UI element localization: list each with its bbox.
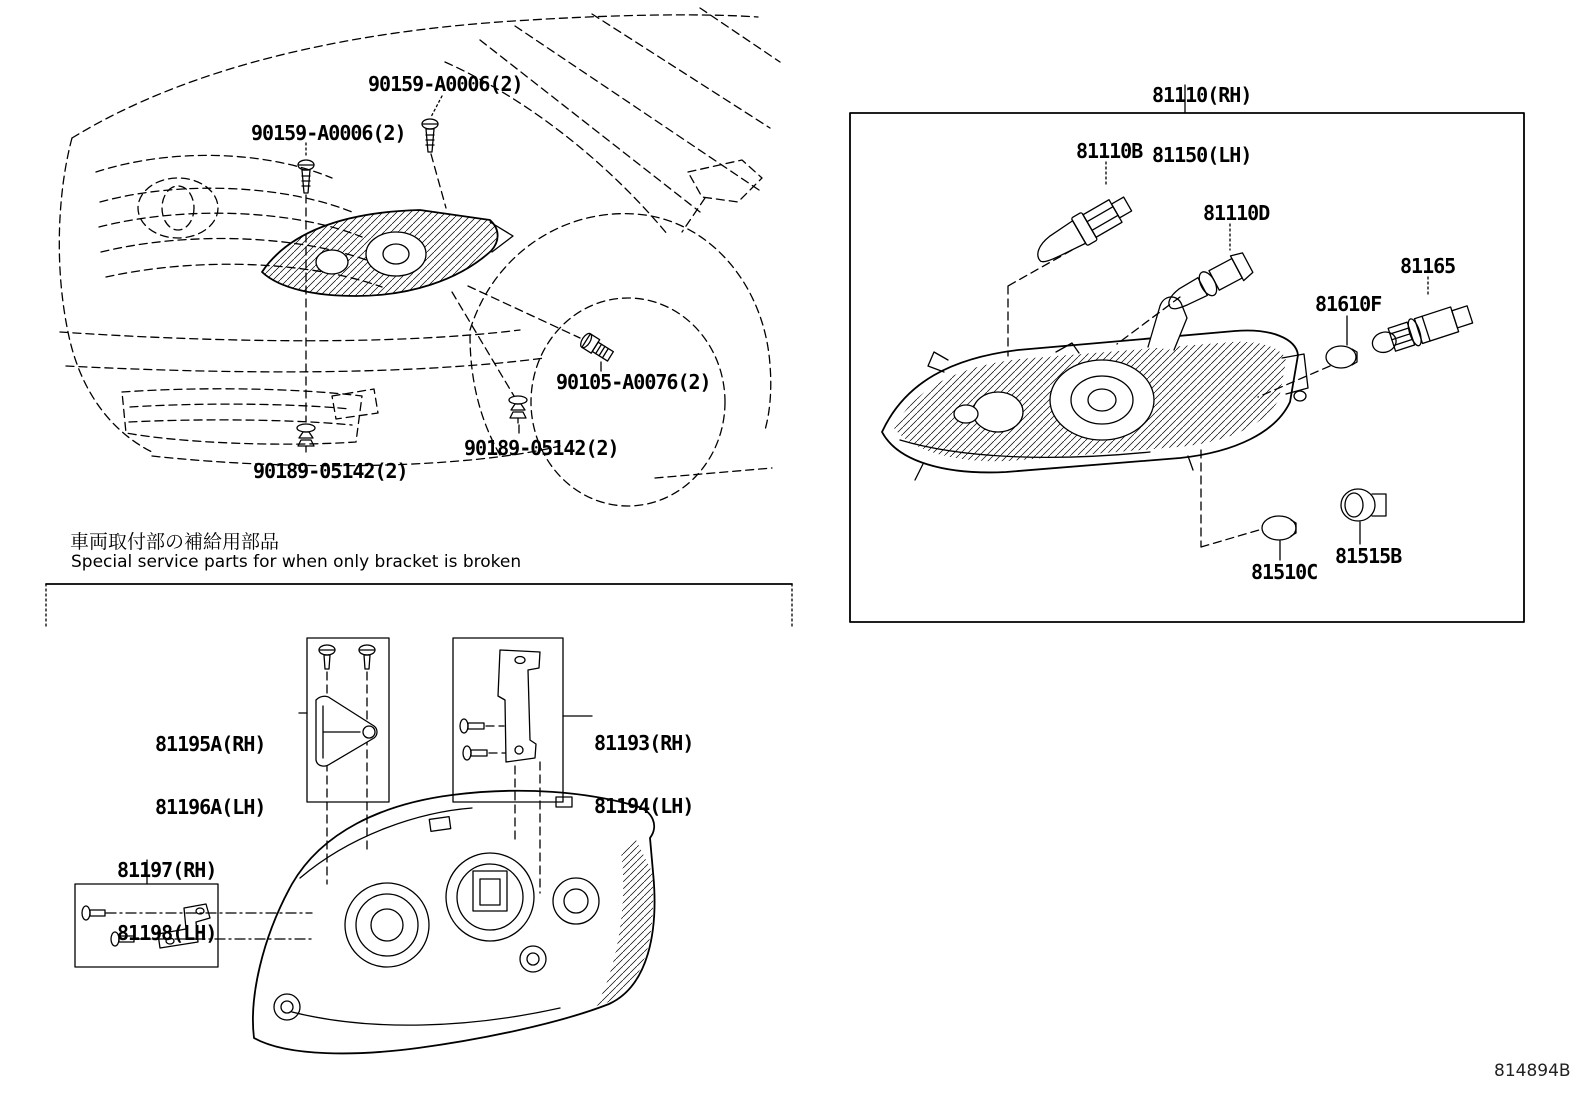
- turn-signal-bulb-icon: [1326, 346, 1357, 368]
- part-label-81165: 81165: [1400, 254, 1456, 278]
- part-label-90159-lower: 90159-A0006(2): [251, 121, 406, 145]
- part-label-81195A: 81195A(RH): [155, 732, 266, 756]
- assembly-title-rh: 81110(RH): [1152, 83, 1252, 107]
- part-label-81198: 81198(LH): [117, 921, 217, 945]
- service-section-bracket: [46, 584, 792, 626]
- part-label-81193-81194: [594, 691, 693, 859]
- part-label-81197-81198: [117, 818, 216, 986]
- part-label-81610F: 81610F: [1315, 292, 1382, 316]
- part-label-90189-left: 90189-05142(2): [253, 459, 408, 483]
- part-label-81110B: 81110B: [1076, 139, 1143, 163]
- part-label-81110D: 81110D: [1203, 201, 1270, 225]
- assembly-title-lh: 81150(LH): [1152, 143, 1252, 167]
- assembly-headlamp: [882, 297, 1308, 480]
- bracket-side-box: [307, 638, 389, 884]
- bolt-icon: [578, 332, 614, 363]
- part-label-81197: 81197(RH): [117, 858, 217, 882]
- service-heading-english: Special service parts for when only bracket is broken: [71, 552, 522, 572]
- part-label-81515B: 81515B: [1335, 544, 1402, 568]
- assembly-title: [1152, 44, 1251, 206]
- screw-icon: [422, 119, 438, 152]
- part-label-90189-right: 90189-05142(2): [464, 436, 619, 460]
- clip-icon: [509, 396, 527, 423]
- turn-signal-socket-icon: [1369, 301, 1475, 359]
- clip-icon: [297, 424, 315, 452]
- part-label-81193: 81193(RH): [594, 731, 694, 755]
- part-label-90105: 90105-A0076(2): [556, 370, 711, 394]
- high-beam-bulb-icon: [1029, 190, 1135, 270]
- part-label-81196A: 81196A(LH): [155, 795, 266, 819]
- part-label-81510C: 81510C: [1251, 560, 1318, 584]
- part-label-81194: 81194(LH): [594, 794, 694, 818]
- parking-bulb-icon: [1262, 516, 1296, 540]
- screw-icon: [298, 160, 314, 193]
- service-heading-japanese: 車両取付部の補給用部品: [70, 531, 280, 553]
- figure-number: 814894B: [1494, 1061, 1571, 1081]
- part-label-90159-upper: 90159-A0006(2): [368, 72, 523, 96]
- car-headlamp: [262, 210, 513, 296]
- bracket-upper-box: [453, 638, 563, 893]
- parking-socket-icon: [1341, 489, 1386, 521]
